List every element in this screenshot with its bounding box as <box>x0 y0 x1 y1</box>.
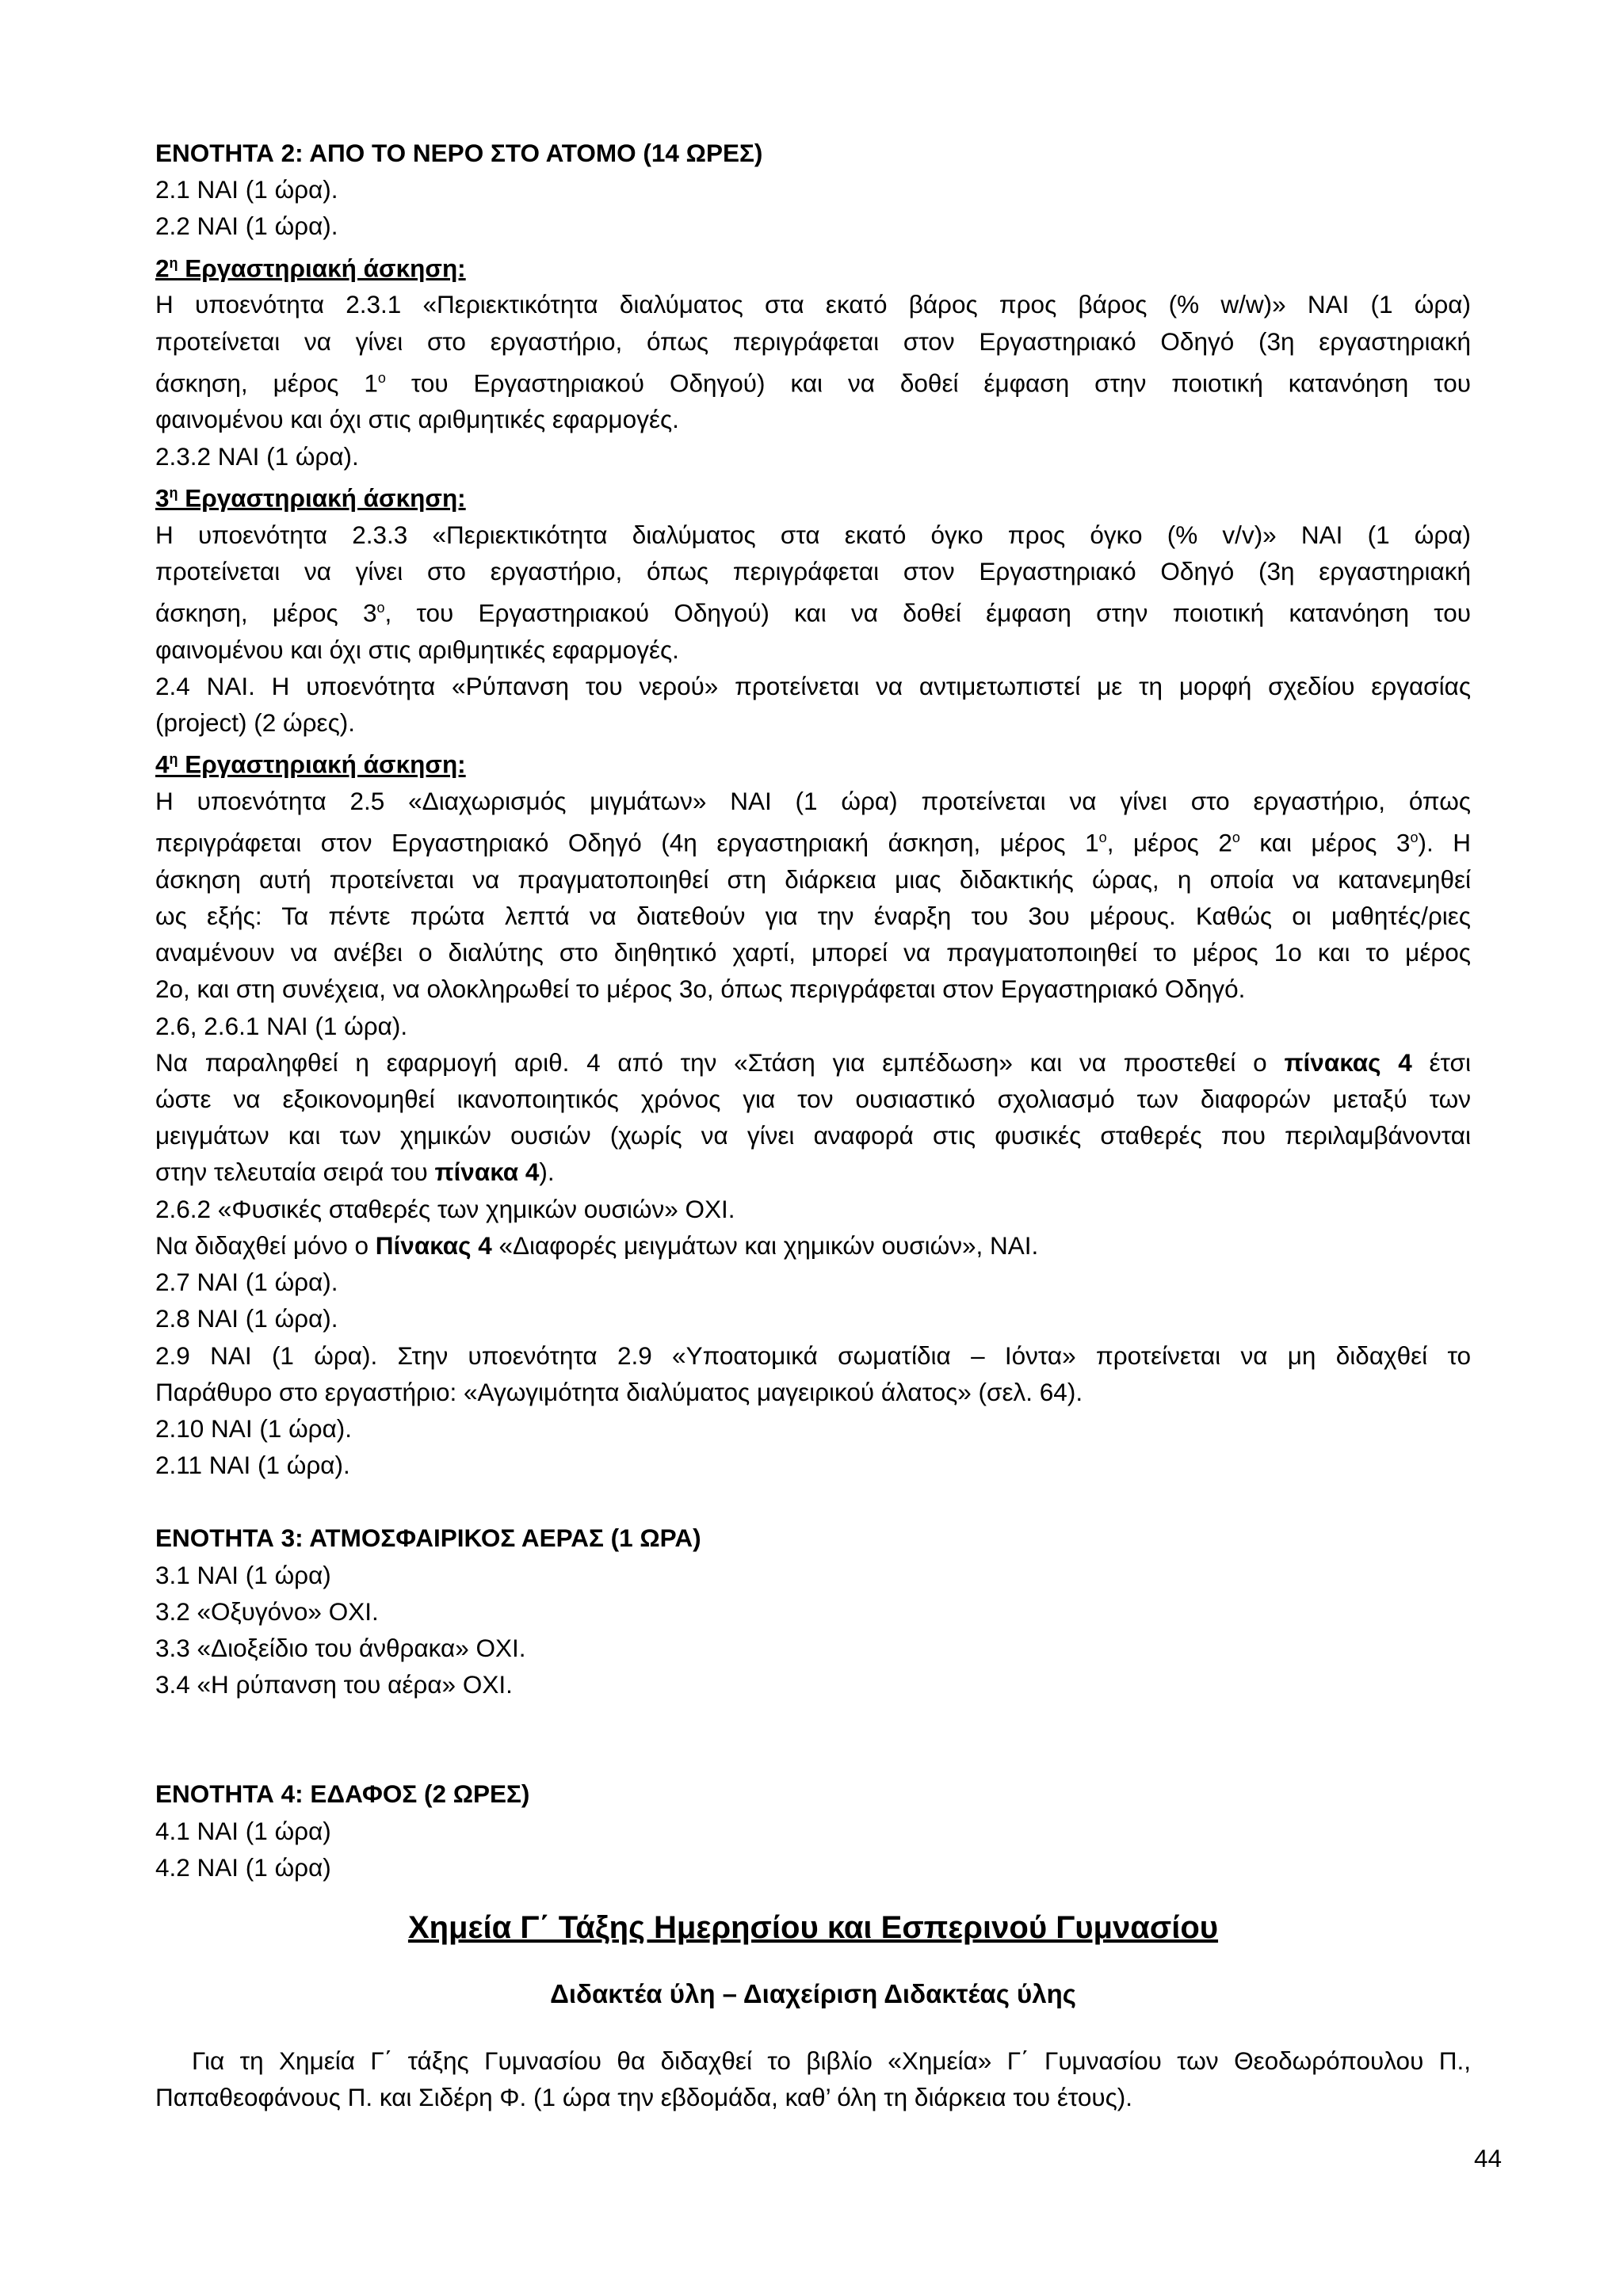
item-2-3-2: 2.3.2 ΝΑΙ (1 ώρα). <box>155 441 359 471</box>
item-2-9-line-1: 2.9 ΝΑΙ (1 ώρα). Στην υποενότητα 2.9 «Υποατομικά σωματίδια – Ιόντα» προτείνεται να μη διδαχθεί το <box>155 1341 1471 1370</box>
item-2-6-2: 2.6.2 «Φυσικές σταθερές των χημικών ουσιών» ΟΧΙ. <box>155 1194 735 1223</box>
item-2-4-line-1: 2.4 ΝΑΙ. Η υποενότητα «Ρύπανση του νερού» προτείνεται να αντιμετωπιστεί με τη μορφή σχεδίου εργασίας <box>155 671 1471 700</box>
lab-4-line-2: περιγράφεται στον Εργαστηριακό Οδηγό (4η εργαστηριακή άσκηση, μέρος $1^o$, μέρος $2^o$ και μέρος $3^o$). Η <box>155 828 1471 857</box>
item-2-1: 2.1 ΝΑΙ (1 ώρα). <box>155 175 338 204</box>
lab-4-line-6: 2ο, και στη συνέχεια, να ολοκληρωθεί το μέρος 3ο, όπως περιγράφεται στον Εργαστηριακό Οδηγό. <box>155 974 1246 1004</box>
page-number: 44 <box>1474 2144 1503 2172</box>
spacer <box>155 1703 1471 1775</box>
spacer <box>155 1483 1471 1520</box>
section-4-heading: ΕΝΟΤΗΤΑ 4: ΕΔΑΦΟΣ (2 ΩΡΕΣ) <box>155 1779 530 1809</box>
lab-4-line-1: Η υποενότητα 2.5 «Διαχωρισμός μιγμάτων» ΝΑΙ (1 ώρα) προτείνεται να γίνει στο εργαστήριο, όπως <box>155 786 1471 815</box>
item-2-11: 2.11 ΝΑΙ (1 ώρα). <box>155 1451 350 1480</box>
chemistry-paragraph: Για τη Χημεία Γ΄ τάξης Γυμνασίου θα διδαχθεί το βιβλίο «Χημεία» Γ΄ Γυμνασίου των Θεοδωρόπουλου Π., Παπαθεοφάνους Π. και Σιδέρη Φ. (1 ώρα την εβδομάδα, καθ’ όλη τη διάρκεια του έτους). <box>155 2046 1471 2112</box>
chemistry-title: Χημεία Γ΄ Τάξης Ημερησίου και Εσπερινού Γυμνασίου <box>407 1909 1219 1945</box>
item-2-10: 2.10 ΝΑΙ (1 ώρα). <box>155 1413 353 1443</box>
item-4-1: 4.1 ΝΑΙ (1 ώρα) <box>155 1816 331 1845</box>
lab-3-heading: $3^\eta$ Εργαστηριακή άσκηση: <box>155 483 466 513</box>
lab-3-line-1: Η υποενότητα 2.3.3 «Περιεκτικότητα διαλύματος στα εκατό όγκο προς όγκο (% v/v)» ΝΑΙ (1 ώρα) <box>155 520 1471 549</box>
table-4-line: Να διδαχθεί μόνο ο Πίνακας 4 «Διαφορές μειγμάτων και χημικών ουσιών», ΝΑΙ. <box>155 1230 1039 1260</box>
item-3-1: 3.1 ΝΑΙ (1 ώρα) <box>155 1560 331 1589</box>
item-3-2: 3.2 «Οξυγόνο» ΟΧΙ. <box>155 1596 379 1626</box>
application-line-4: στην τελευταία σειρά του πίνακα 4). <box>155 1158 555 1187</box>
chemistry-subtitle: Διδακτέα ύλη – Διαχείριση Διδακτέας ύλης <box>550 1978 1076 2008</box>
lab-4-line-4: ως εξής: Τα πέντε πρώτα λεπτά να διατεθούν για την έναρξη του 3ου μέρους. Καθώς οι μαθητές/ριες <box>155 902 1471 931</box>
item-2-2: 2.2 ΝΑΙ (1 ώρα). <box>155 212 338 241</box>
lab-4-line-5: αναμένουν να ανέβει ο διαλύτης στο διηθητικό χαρτί, μπορεί να πραγματοποιηθεί το μέρος 1ο και το μέρος <box>155 938 1471 967</box>
lab-4-heading: $4^\eta$ Εργαστηριακή άσκηση: <box>155 749 466 779</box>
document-page <box>155 135 1471 2115</box>
item-2-8: 2.8 ΝΑΙ (1 ώρα). <box>155 1304 338 1333</box>
item-3-4: 3.4 «Η ρύπανση του αέρα» ΟΧΙ. <box>155 1670 513 1699</box>
lab-2-line-1: Η υποενότητα 2.3.1 «Περιεκτικότητα διαλύματος στα εκατό βάρος προς βάρος (% w/w)» ΝΑΙ (1 ώρα) <box>155 290 1471 319</box>
application-line-3: μειγμάτων και των χημικών ουσιών (χωρίς να γίνει αναφορά στις φυσικές σταθερές που περιλαμβάνονται <box>155 1121 1471 1150</box>
lab-2-line-4: φαινομένου και όχι στις αριθμητικές εφαρμογές. <box>155 405 679 434</box>
item-2-4-line-2: (project) (2 ώρες). <box>155 708 356 738</box>
lab-2-heading: $2^\eta$ Εργαστηριακή άσκηση: <box>155 254 466 283</box>
lab-4-line-3: άσκηση αυτή προτείνεται να πραγματοποιηθεί στη διάρκεια μιας διδακτικής ώρας, η οποία να κατανεμηθεί <box>155 864 1471 894</box>
section-2-heading: ΕΝΟΤΗΤΑ 2: ΑΠΟ ΤΟ ΝΕΡΟ ΣΤΟ ΑΤΟΜΟ (14 ΩΡΕΣ) <box>155 139 763 167</box>
lab-3-line-4: φαινομένου και όχι στις αριθμητικές εφαρμογές. <box>155 635 679 664</box>
lab-3-line-2: προτείνεται να γίνει στο εργαστήριο, όπως περιγράφεται στον Εργαστηριακό Οδηγό (3η εργαστηριακή <box>155 556 1471 585</box>
item-2-9-line-2: Παράθυρο στο εργαστήριο: «Αγωγιμότητα διαλύματος μαγειρικού άλατος» (σελ. 64). <box>155 1377 1083 1406</box>
item-4-2: 4.2 ΝΑΙ (1 ώρα) <box>155 1852 331 1882</box>
item-2-6: 2.6, 2.6.1 ΝΑΙ (1 ώρα). <box>155 1011 408 1040</box>
lab-2-line-3: άσκηση, μέρος $1^o$ του Εργαστηριακού Οδηγού) και να δοθεί έμφαση στην ποιοτική κατανόηση του <box>155 368 1471 398</box>
lab-3-line-3: άσκηση, μέρος $3^o$, του Εργαστηριακού Οδηγού) και να δοθεί έμφαση στην ποιοτική κατανόηση του <box>155 598 1471 627</box>
application-line-1: Να παραληφθεί η εφαρμογή αριθ. 4 από την «Στάση για εμπέδωση» και να προστεθεί ο πίνακας 4 έτσι <box>155 1047 1471 1077</box>
item-2-7: 2.7 ΝΑΙ (1 ώρα). <box>155 1268 338 1297</box>
item-3-3: 3.3 «Διοξείδιο του άνθρακα» ΟΧΙ. <box>155 1633 526 1662</box>
lab-2-line-2: προτείνεται να γίνει στο εργαστήριο, όπως περιγράφεται στον Εργαστηριακό Οδηγό (3η εργαστηριακή <box>155 326 1471 356</box>
application-line-2: ώστε να εξοικονομηθεί ικανοποιητικός χρόνος για τον ουσιαστικό σχολιασμό των διαφορών μεταξύ των <box>155 1085 1471 1114</box>
section-3-heading: ΕΝΟΤΗΤΑ 3: ΑΤΜΟΣΦΑΙΡΙΚΟΣ ΑΕΡΑΣ (1 ΩΡΑ) <box>155 1524 701 1553</box>
